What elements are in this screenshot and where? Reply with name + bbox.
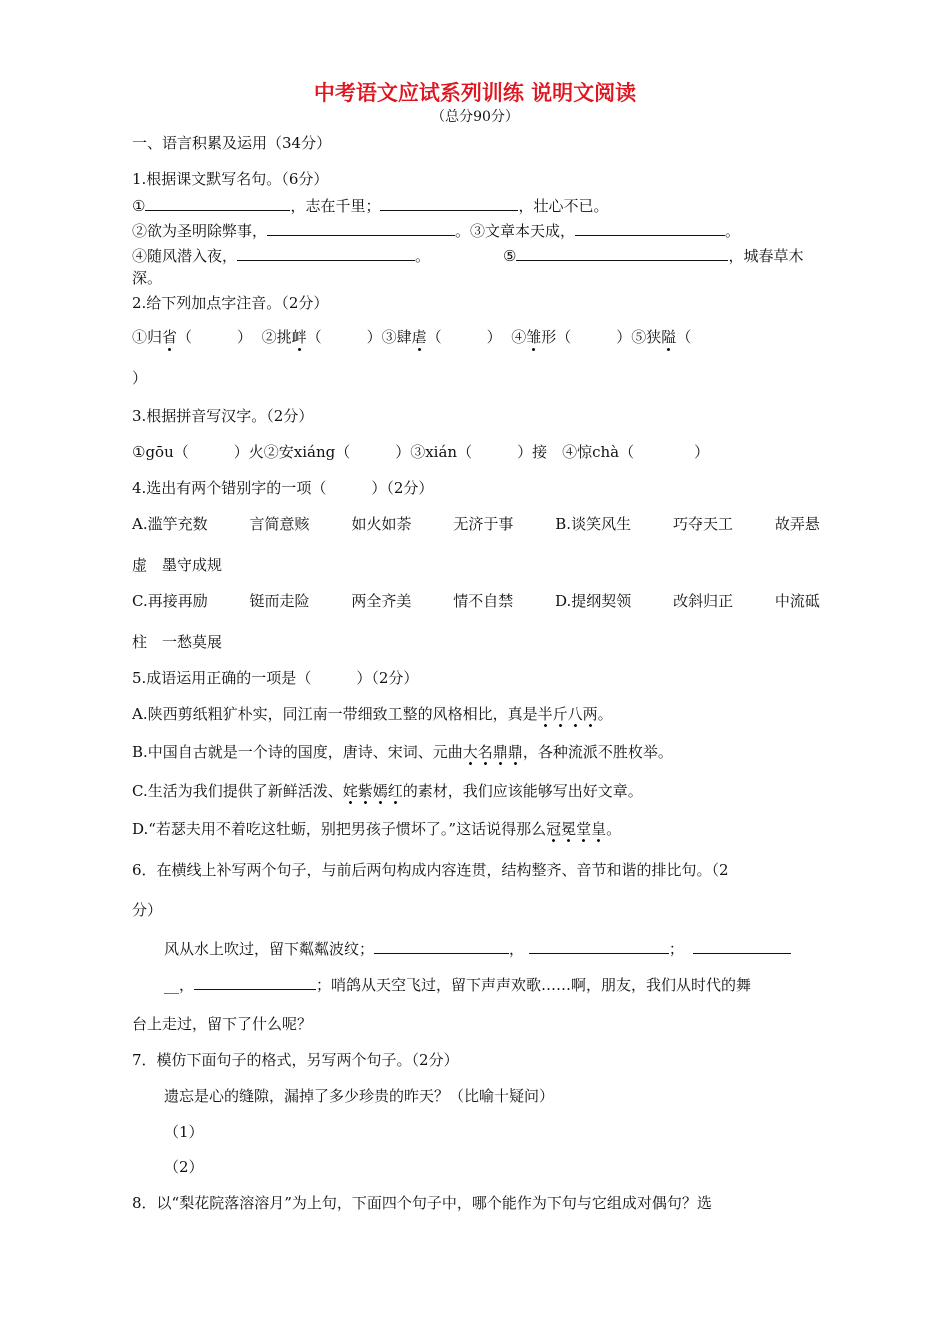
q8-stem: 8．以“梨花院落溶溶月”为上句，下面四个句子中，哪个能作为下句与它组成对偶句？选 [132, 1194, 712, 1212]
q4-option-text: 铤而走险 [249, 592, 310, 610]
q4-row-a [132, 514, 820, 534]
q2-item2-paren: （ ） [306, 328, 382, 346]
section-heading: 一、语言积累及运用（34分） [132, 134, 332, 152]
q1-line2-text-c: 。 [725, 222, 741, 240]
q2-item5-paren: （ [676, 328, 692, 346]
q5-b-end: ，各种流派不胜枚举。 [522, 743, 673, 761]
q1-line1-mark: ① [132, 197, 146, 215]
q5-d-end: 。 [606, 820, 622, 838]
answer-blank[interactable] [237, 244, 415, 261]
q6-line1-text: 风从水上吹过，留下粼粼波纹； [164, 940, 375, 958]
q2-item1-text: ①归 [132, 328, 163, 346]
q5-a-text: A.陕西剪纸粗犷朴实，同江南一带细致工整的风格相比，真是 [132, 705, 538, 723]
q4-option-text: A.滥竽充数 [132, 515, 208, 533]
q2-close-paren: ） [132, 369, 148, 387]
answer-blank[interactable] [516, 244, 728, 261]
q4-stem: 4.选出有两个错别字的一项（ ）（2分） [132, 479, 434, 497]
q6-stem-cont: 分） [132, 901, 163, 919]
q4-option-text: 改斜归正 [673, 592, 734, 610]
q5-stem: 5.成语运用正确的一项是（ ）（2分） [132, 669, 419, 687]
q4-option-text: D.提纲契领 [555, 592, 632, 610]
answer-blank[interactable] [145, 194, 290, 211]
q2-item3-dotted: 虐 [411, 328, 427, 346]
q1-line1-text-a: ，志在千里； [290, 197, 381, 215]
answer-blank[interactable] [575, 219, 725, 236]
q1-line3 [132, 244, 430, 266]
q1-line2 [132, 219, 740, 241]
q5-option-a [132, 704, 613, 724]
q5-d-text: D.“若瑟夫用不着吃这牡蛎，别把男孩子惯坏了。”这话说得那么 [132, 820, 547, 838]
q5-c-end: 的素材，我们应该能够写出好文章。 [402, 782, 643, 800]
q5-a-idiom: 半斤八两 [538, 705, 598, 728]
q4-option-text: 情不自禁 [453, 592, 514, 610]
page-subtitle: （总分90分） [431, 109, 519, 125]
q5-c-idiom: 姹紫嫣红 [343, 782, 403, 805]
q4-option-text: C.再接再励 [132, 592, 208, 610]
page-title: 中考语文应试系列训练 说明文阅读 [313, 80, 637, 105]
q5-option-c [132, 781, 643, 801]
q1-line1 [132, 194, 608, 216]
q4-option-text: 两全齐美 [351, 592, 412, 610]
answer-blank[interactable] [529, 937, 669, 954]
q1-line1-text-b: ，壮心不已。 [518, 197, 609, 215]
q6-line2-text: ；哨鸽从天空飞过，留下声声欢歌……啊，朋友，我们从时代的舞 [316, 976, 752, 994]
answer-blank[interactable] [693, 937, 791, 954]
q2-item4-dotted: 雏 [526, 328, 542, 346]
q1-line3-text-b: 。 [415, 247, 431, 265]
q4-option-text: 如火如荼 [351, 515, 412, 533]
answer-blank[interactable] [194, 973, 316, 990]
q2-items [132, 327, 691, 347]
q1-line2-text-a: ②欲为圣明除弊事， [132, 222, 268, 240]
q2-item1-dotted: 省 [162, 328, 178, 346]
q6-line2 [164, 973, 751, 995]
q4-row-c [132, 591, 820, 611]
q4-option-text: 无济于事 [453, 515, 514, 533]
q2-item4-paren: 形（ ） [541, 328, 632, 346]
q2-item1-paren: （ ） [177, 328, 253, 346]
q7-answer-2[interactable]: （2） [164, 1158, 204, 1176]
q4-row-c-cont: 柱 一愁莫展 [132, 633, 223, 651]
q5-b-text: B.中国自古就是一个诗的国度，唐诗、宋词、元曲 [132, 743, 463, 761]
q4-row-a-cont: 虚 墨守成规 [132, 556, 223, 574]
q4-option-text: 中流砥 [774, 592, 820, 610]
q1-line3-text-c: ⑤ [503, 247, 517, 265]
q5-b-idiom: 大名鼎鼎 [463, 743, 523, 766]
q2-item2-text: ②挑 [261, 328, 292, 346]
q5-option-d [132, 819, 621, 839]
q6-line3: 台上走过，留下了什么呢？ [132, 1015, 313, 1033]
q4-option-text: 故弄悬 [774, 515, 820, 533]
q1-line2-text-b: 。③文章本天成， [455, 222, 576, 240]
q6-line2-start: __， [164, 976, 195, 994]
q2-item3-text: ③肆 [381, 328, 412, 346]
q2-item4-text: ④ [511, 328, 527, 346]
q6-line1-semicolon: ； [668, 940, 684, 958]
answer-blank[interactable] [374, 937, 509, 954]
q2-stem: 2.给下列加点字注音。（2分） [132, 294, 329, 312]
q2-item2-dotted: 衅 [291, 328, 307, 346]
q5-option-b [132, 742, 673, 762]
q4-option-text: 言简意赅 [249, 515, 310, 533]
q7-answer-1[interactable]: （1） [164, 1123, 204, 1141]
answer-blank[interactable] [267, 219, 455, 236]
q1-line3-text-a: ④随风潜入夜， [132, 247, 238, 265]
q1-line3-text-d: ，城春草木 [728, 247, 804, 265]
q4-option-text: 巧夺天工 [672, 515, 733, 533]
q2-item5-dotted: 隘 [661, 328, 677, 346]
q5-c-text: C.生活为我们提供了新鲜活泼、 [132, 782, 343, 800]
q3-items: ①gōu（ ）火②安xiáng（ ）③xián（ ）接 ④惊chà（ ） [132, 443, 710, 461]
q5-d-idiom: 冠冕堂皇 [546, 820, 606, 843]
q1-line4: 深。 [132, 269, 163, 287]
answer-blank[interactable] [380, 194, 518, 211]
q1-line3-right [503, 244, 803, 266]
q6-line1-comma: ， [509, 940, 525, 958]
q1-stem: 1.根据课文默写名句。（6分） [132, 170, 329, 188]
q2-item5-text: ⑤狭 [631, 328, 662, 346]
q6-stem: 6．在横线上补写两个句子，与前后两句构成内容连贯，结构整齐、音节和谐的排比句。（2 [132, 861, 729, 879]
q4-option-text: B.谈笑风生 [555, 515, 632, 533]
q3-stem: 3.根据拼音写汉字。（2分） [132, 407, 314, 425]
q7-stem: 7．模仿下面句子的格式，另写两个句子。（2分） [132, 1051, 459, 1069]
q2-item3-paren: （ ） [426, 328, 502, 346]
q7-example: 遗忘是心的缝隙，漏掉了多少珍贵的昨天？（比喻十疑问） [164, 1087, 555, 1105]
q6-line1 [164, 937, 791, 959]
q5-a-end: 。 [597, 705, 613, 723]
